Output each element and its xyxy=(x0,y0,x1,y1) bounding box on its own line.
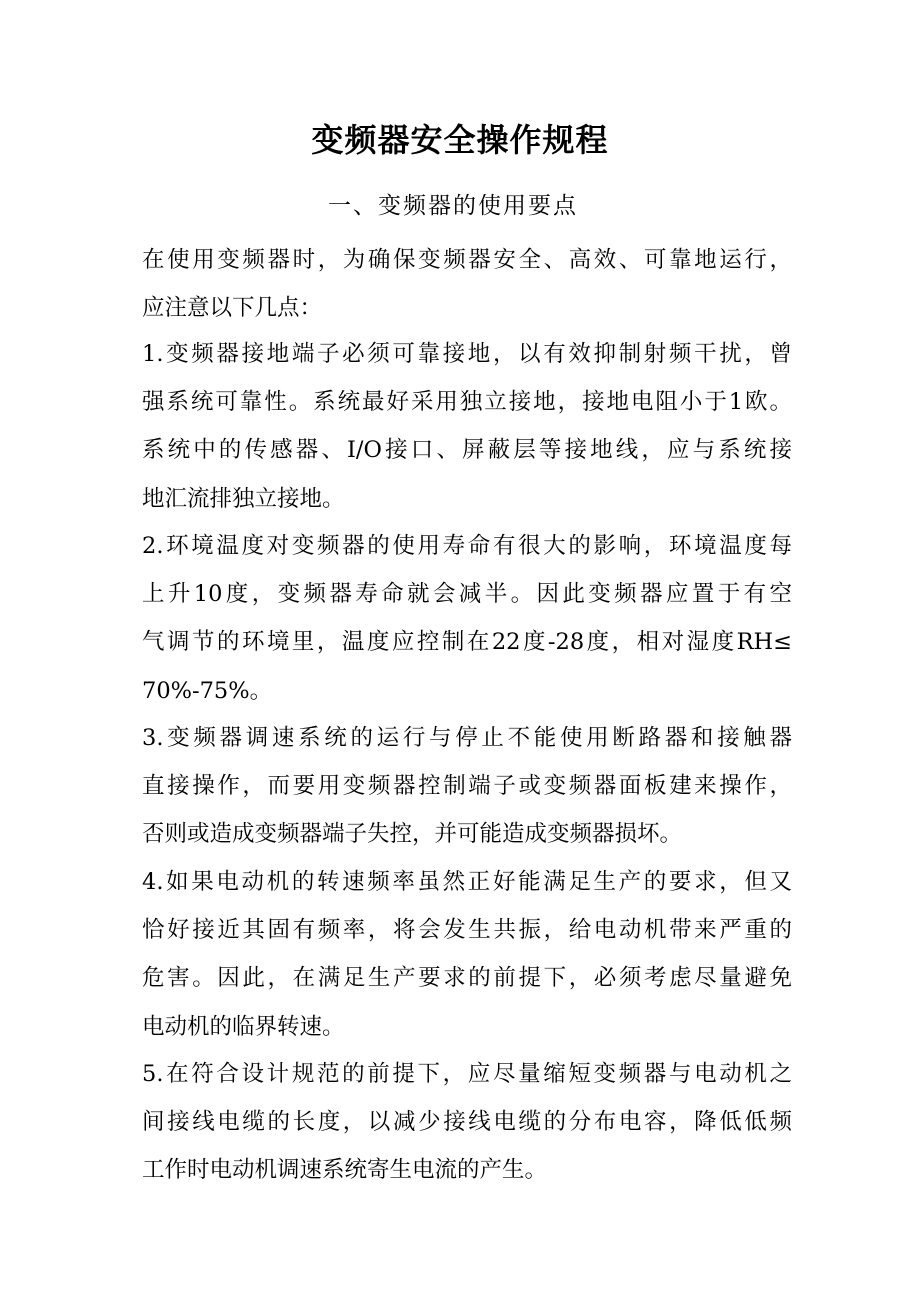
document-title: 变频器安全操作规程 xyxy=(311,121,609,159)
text-line: 电动机的临界转速。 xyxy=(142,1013,345,1040)
text-line: 70%-75%。 xyxy=(142,677,273,704)
text-line: 5.在符合设计规范的前提下，应尽量缩短变频器与电动机之 xyxy=(142,1061,792,1087)
paragraph-item-2 xyxy=(142,522,792,715)
text-line: 气调节的环境里，温度应控制在22度-28度，相对湿度RH≤ xyxy=(142,629,792,656)
text-line: 4.如果电动机的转速频率虽然正好能满足生产的要求，但又 xyxy=(142,869,792,895)
text-line: 强系统可靠性。系统最好采用独立接地，接地电阻小于1欧。 xyxy=(142,389,792,416)
text-line: 1.变频器接地端子必须可靠接地，以有效抑制射频干扰，曾 xyxy=(142,341,792,367)
text-line: 3.变频器调速系统的运行与停止不能使用断路器和接触器 xyxy=(142,725,792,751)
text-line: 地汇流排独立接地。 xyxy=(142,485,345,512)
text-line: 系统中的传感器、I/O接口、屏蔽层等接地线，应与系统接 xyxy=(142,437,792,464)
paragraph-intro xyxy=(142,236,792,332)
paragraph-item-1 xyxy=(142,330,792,523)
text-line: 上升10度，变频器寿命就会减半。因此变频器应置于有空 xyxy=(142,581,792,608)
text-line: 否则或造成变频器端子失控，并可能造成变频器损坏。 xyxy=(142,821,683,848)
text-line: 间接线电缆的长度，以减少接线电缆的分布电容，降低低频 xyxy=(142,1109,792,1136)
section-heading: 一、变频器的使用要点 xyxy=(328,193,578,219)
text-line: 在使用变频器时，为确保变频器安全、高效、可靠地运行， xyxy=(142,247,792,273)
text-line: 危害。因此，在满足生产要求的前提下，必须考虑尽量避免 xyxy=(142,965,792,992)
paragraph-item-5 xyxy=(142,1050,792,1195)
paragraph-item-3 xyxy=(142,714,792,859)
text-line: 工作时电动机调速系统寄生电流的产生。 xyxy=(142,1157,548,1184)
text-line: 2.环境温度对变频器的使用寿命有很大的影响，环境温度每 xyxy=(142,533,792,559)
paragraph-item-4 xyxy=(142,858,792,1051)
text-line: 应注意以下几点： xyxy=(142,295,323,322)
text-line: 恰好接近其固有频率，将会发生共振，给电动机带来严重的 xyxy=(142,917,792,944)
text-line: 直接操作，而要用变频器控制端子或变频器面板建来操作， xyxy=(142,773,792,800)
